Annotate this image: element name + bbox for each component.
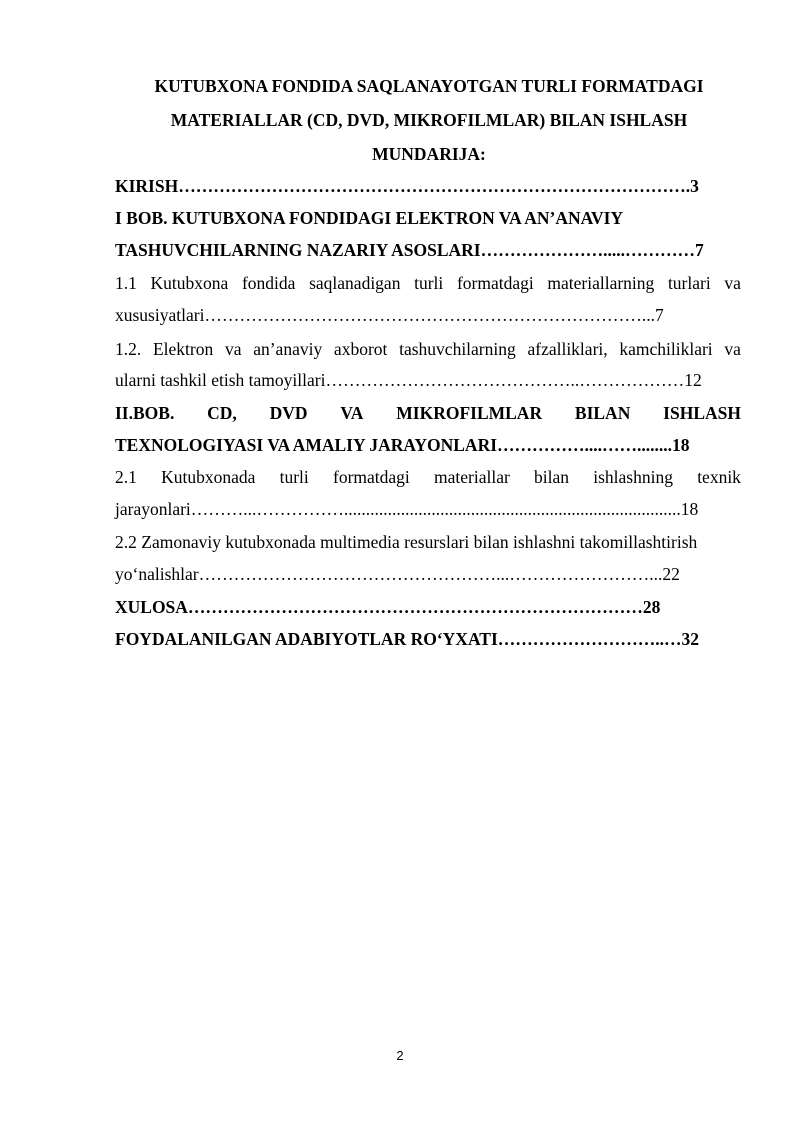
- toc-word: va: [224, 339, 242, 359]
- toc-word: saqlanadigan: [309, 273, 401, 293]
- toc-word: MIKROFILMLAR: [396, 403, 543, 423]
- toc-word: DVD: [269, 403, 308, 423]
- toc-word: 1.2.: [115, 339, 142, 359]
- toc-word: va: [724, 339, 741, 359]
- document-title-line-1: KUTUBXONA FONDIDA SAQLANAYOTGAN TURLI FORMATDAGI: [154, 76, 704, 96]
- toc-word: fondida: [241, 273, 296, 293]
- toc-entry-section-1-1-line-1: [115, 272, 741, 294]
- toc-word: Elektron: [152, 339, 214, 359]
- toc-word: materiallar: [434, 467, 510, 487]
- toc-word: materiallarning: [547, 273, 655, 293]
- toc-word: Kutubxona: [150, 273, 229, 293]
- contents-heading: MUNDARIJA:: [372, 144, 486, 164]
- toc-entry-section-1-2-line-2: ularni tashkil etish tamoyillari……………………………………..………………12: [115, 370, 702, 390]
- toc-word: 1.1: [115, 273, 137, 293]
- toc-word: Kutubxonada: [161, 467, 256, 487]
- toc-entry-section-2-2-line-2: yo‘nalishlar……………………………………………...……………………...22: [115, 564, 680, 584]
- toc-word: CD,: [207, 403, 237, 423]
- document-title-line-2: MATERIALLAR (CD, DVD, MIKROFILMLAR) BILAN ISHLASH: [170, 110, 688, 130]
- toc-word: turli: [414, 273, 444, 293]
- toc-word: va: [724, 273, 741, 293]
- page-number: 2: [396, 1048, 404, 1063]
- toc-word: ISHLASH: [663, 403, 741, 423]
- toc-word: tashuvchilarning: [399, 339, 516, 359]
- toc-entry-chapter-2-line-2: TEXNOLOGIYASI VA AMALIY JARAYONLARI……………....……........18: [115, 435, 690, 455]
- toc-word: an’anaviy: [253, 339, 323, 359]
- toc-entry-section-1-1-line-2: xususiyatlari…………………………………………………………………...7: [115, 305, 664, 325]
- toc-entry-conclusion: XULOSA……………………………………………………………………28: [115, 597, 661, 617]
- toc-word: turlari: [667, 273, 711, 293]
- toc-word: VA: [340, 403, 364, 423]
- toc-word: kamchiliklari: [619, 339, 713, 359]
- toc-entry-section-1-2-line-1: [115, 338, 741, 360]
- toc-word: texnik: [697, 467, 741, 487]
- toc-word: bilan: [534, 467, 570, 487]
- toc-word: afzalliklari,: [527, 339, 608, 359]
- toc-word: 2.1: [115, 467, 137, 487]
- toc-entry-chapter-1-line-1: I BOB. KUTUBXONA FONDIDAGI ELEKTRON VA AN’ANAVIY: [115, 208, 624, 228]
- toc-word: axborot: [333, 339, 388, 359]
- toc-word: formatdagi: [333, 467, 410, 487]
- toc-entry-section-2-1-line-2: jarayonlari………...…………….............................................................................18: [115, 499, 699, 519]
- toc-word: II.BOB.: [115, 403, 175, 423]
- toc-entry-section-2-1-line-1: [115, 466, 741, 488]
- toc-entry-references: FOYDALANILGAN ADABIYOTLAR RO‘YXATI………………………..…32: [115, 629, 700, 649]
- toc-entry-chapter-2-line-1: [115, 402, 741, 424]
- toc-entry-section-2-2-line-1: 2.2 Zamonaviy kutubxonada multimedia resurslari bilan ishlashni takomillashtirish: [115, 532, 698, 552]
- toc-entry-introduction: KIRISH…………………………………………………………………………….3: [115, 176, 699, 196]
- toc-word: BILAN: [574, 403, 631, 423]
- toc-word: turli: [279, 467, 309, 487]
- toc-word: formatdagi: [456, 273, 534, 293]
- toc-word: ishlashning: [593, 467, 673, 487]
- toc-entry-chapter-1-line-2: TASHUVCHILARNING NAZARIY ASOSLARI………………….....…………7: [115, 240, 704, 260]
